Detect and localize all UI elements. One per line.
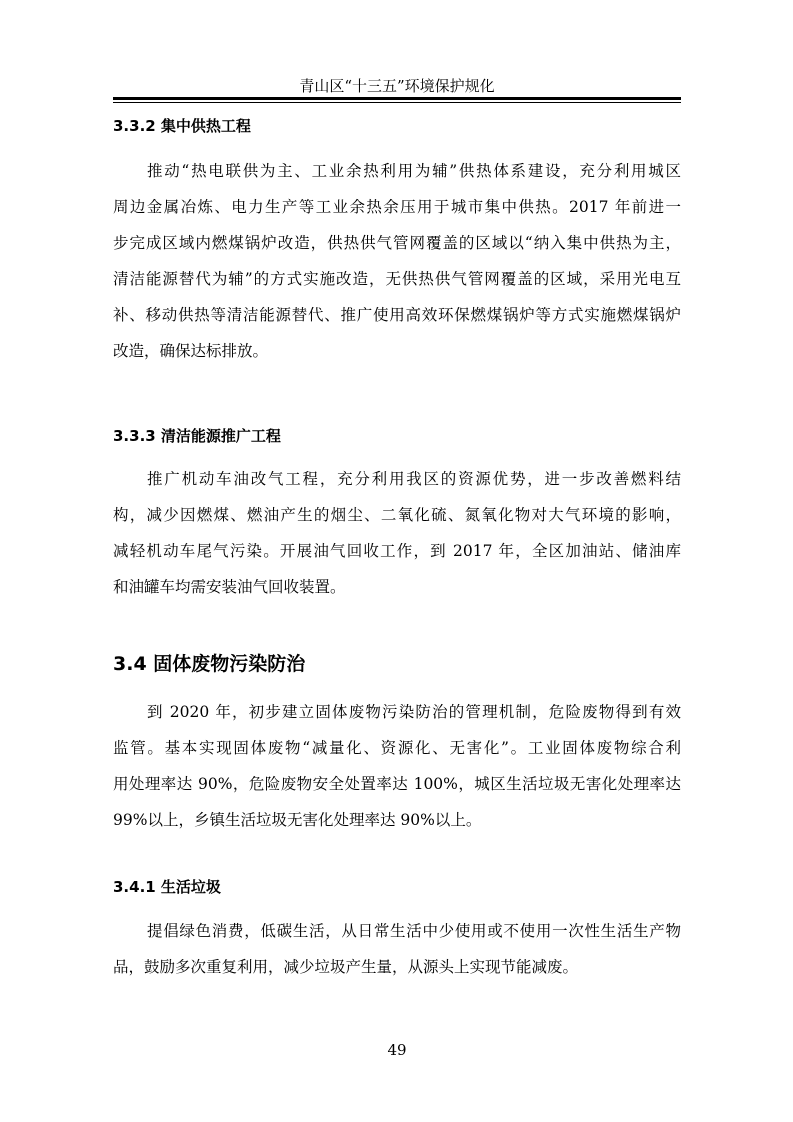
text-line: 周边金属冶炼、电力生产等工业余热余压用于城市集中供热。2017 年前进一	[113, 198, 681, 216]
page-number: 49	[387, 1041, 407, 1059]
text-line: 用处理率达 90%，危险废物安全处置率达 100%，城区生活垃圾无害化处理率达	[113, 775, 681, 793]
text-line: 到 2020 年，初步建立固体废物污染防治的管理机制，危险废物得到有效	[147, 703, 681, 721]
paragraph-3-4-1	[113, 913, 681, 985]
text-line: 补、移动供热等清洁能源替代、推广使用高效环保燃煤锅炉等方式实施燃煤锅炉	[113, 306, 681, 324]
text-line: 品，鼓励多次重复利用，减少垃圾产生量，从源头上实现节能减废。	[113, 958, 579, 976]
paragraph-3-3-2	[113, 153, 681, 369]
header-rule-thin	[113, 102, 681, 103]
text-line: 减轻机动车尾气污染。开展油气回收工作，到 2017 年，全区加油站、储油库	[113, 542, 681, 560]
paragraph-3-3-3	[113, 461, 681, 605]
header-rule-thick	[113, 97, 681, 100]
section-heading-3-3-3: 3.3.3 清洁能源推广工程	[113, 427, 281, 445]
section-heading-3-3-2: 3.3.2 集中供热工程	[113, 117, 251, 135]
text-line: 步完成区域内燃煤锅炉改造，供热供气管网覆盖的区域以“纳入集中供热为主，	[113, 234, 681, 252]
text-line: 推动“热电联供为主、工业余热利用为辅”供热体系建设，充分利用城区	[147, 162, 681, 180]
text-line: 提倡绿色消费，低碳生活，从日常生活中少使用或不使用一次性生活生产物	[147, 922, 681, 940]
text-line: 推广机动车油改气工程，充分利用我区的资源优势，进一步改善燃料结	[147, 470, 681, 488]
section-heading-3-4: 3.4 固体废物污染防治	[113, 653, 306, 675]
running-header: 青山区“十三五”环境保护规化	[299, 77, 495, 95]
text-line: 99%以上，乡镇生活垃圾无害化处理率达 90%以上。	[113, 811, 482, 829]
text-line: 清洁能源替代为辅”的方式实施改造，无供热供气管网覆盖的区域，采用光电互	[113, 270, 681, 288]
text-line: 和油罐车均需安装油气回收装置。	[113, 578, 346, 596]
text-line: 构，减少因燃煤、燃油产生的烟尘、二氧化硫、氮氧化物对大气环境的影响，	[113, 506, 681, 524]
text-line: 改造，确保达标排放。	[113, 342, 269, 360]
text-line: 监管。基本实现固体废物“减量化、资源化、无害化”。工业固体废物综合利	[113, 739, 681, 757]
section-heading-3-4-1: 3.4.1 生活垃圾	[113, 878, 221, 896]
paragraph-3-4	[113, 694, 681, 838]
